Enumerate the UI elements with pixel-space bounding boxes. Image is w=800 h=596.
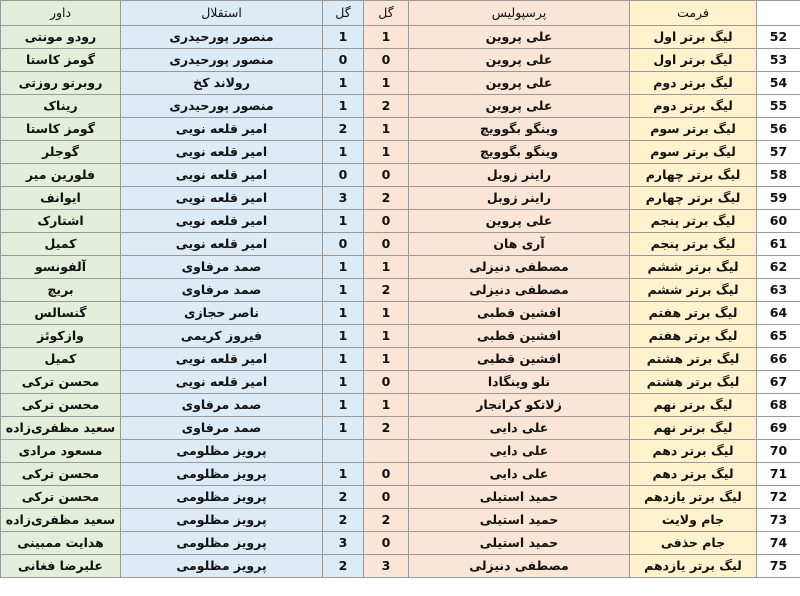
cell-esteghlal: صمد مرفاوی (121, 279, 323, 302)
header-format: فرمت (630, 1, 757, 26)
cell-goals-persepolis: 1 (364, 141, 409, 164)
cell-number: 53 (757, 49, 800, 72)
table-row (1, 394, 800, 417)
cell-persepolis: نلو وینگادا (409, 371, 630, 394)
cell-persepolis: حمید استیلی (409, 509, 630, 532)
cell-goals-persepolis: 0 (364, 532, 409, 555)
cell-format: لیگ برتر ششم (630, 279, 757, 302)
cell-number: 64 (757, 302, 800, 325)
cell-goals-esteghlal: 3 (323, 532, 364, 555)
cell-goals-persepolis: 1 (364, 72, 409, 95)
table-row (1, 49, 800, 72)
cell-goals-esteghlal: 2 (323, 118, 364, 141)
cell-number: 56 (757, 118, 800, 141)
cell-goals-esteghlal: 1 (323, 371, 364, 394)
cell-goals-esteghlal: 2 (323, 486, 364, 509)
table-row (1, 348, 800, 371)
cell-format: لیگ برتر اول (630, 49, 757, 72)
cell-goals-esteghlal: 1 (323, 210, 364, 233)
cell-persepolis: راینر زوبل (409, 187, 630, 210)
cell-number: 66 (757, 348, 800, 371)
cell-format: لیگ برتر دوم (630, 72, 757, 95)
cell-esteghlal: امیر قلعه نویی (121, 187, 323, 210)
cell-referee: سعید مظفری‌زاده (1, 417, 121, 440)
cell-goals-persepolis: 1 (364, 256, 409, 279)
cell-goals-persepolis (364, 440, 409, 463)
table-row (1, 325, 800, 348)
cell-number: 61 (757, 233, 800, 256)
cell-referee: ریناک (1, 95, 121, 118)
cell-esteghlal: منصور پورحیدری (121, 26, 323, 49)
cell-persepolis: آری هان (409, 233, 630, 256)
cell-referee: گومز کاستا (1, 49, 121, 72)
cell-persepolis: افشین قطبی (409, 302, 630, 325)
header-persepolis: پرسپولیس (409, 1, 630, 26)
cell-esteghlal: صمد مرفاوی (121, 256, 323, 279)
cell-esteghlal: امیر قلعه نویی (121, 164, 323, 187)
cell-persepolis: حمید استیلی (409, 532, 630, 555)
cell-format: لیگ برتر پنجم (630, 233, 757, 256)
cell-persepolis: افشین قطبی (409, 348, 630, 371)
header-esteghlal: استقلال (121, 1, 323, 26)
cell-number: 65 (757, 325, 800, 348)
cell-referee: رودو مونتی (1, 26, 121, 49)
table-row (1, 463, 800, 486)
cell-goals-esteghlal: 1 (323, 463, 364, 486)
cell-referee: مسعود مرادی (1, 440, 121, 463)
cell-esteghlal: پرویز مظلومی (121, 486, 323, 509)
cell-number: 71 (757, 463, 800, 486)
table-row (1, 486, 800, 509)
cell-number: 72 (757, 486, 800, 509)
table-body (1, 1, 800, 578)
cell-referee: روبرتو روزتی (1, 72, 121, 95)
table-row (1, 72, 800, 95)
cell-referee: کمیل (1, 233, 121, 256)
cell-esteghlal: منصور پورحیدری (121, 49, 323, 72)
cell-goals-esteghlal: 1 (323, 279, 364, 302)
cell-goals-esteghlal: 1 (323, 72, 364, 95)
cell-referee: محسن ترکی (1, 394, 121, 417)
cell-format: لیگ برتر هفتم (630, 325, 757, 348)
table-row (1, 187, 800, 210)
cell-number: 60 (757, 210, 800, 233)
cell-format: جام حذفی (630, 532, 757, 555)
table-row (1, 417, 800, 440)
cell-goals-persepolis: 0 (364, 233, 409, 256)
cell-referee: وازکوئز (1, 325, 121, 348)
table-row (1, 141, 800, 164)
cell-number: 75 (757, 555, 800, 578)
cell-number: 55 (757, 95, 800, 118)
cell-goals-persepolis: 1 (364, 348, 409, 371)
cell-format: لیگ برتر نهم (630, 394, 757, 417)
cell-goals-esteghlal: 0 (323, 233, 364, 256)
cell-referee: فلورین میر (1, 164, 121, 187)
cell-persepolis: افشین قطبی (409, 325, 630, 348)
cell-goals-esteghlal: 1 (323, 256, 364, 279)
cell-referee: اشتارک (1, 210, 121, 233)
cell-goals-persepolis: 0 (364, 210, 409, 233)
cell-goals-persepolis: 0 (364, 463, 409, 486)
cell-goals-persepolis: 2 (364, 417, 409, 440)
cell-number: 59 (757, 187, 800, 210)
cell-goals-persepolis: 3 (364, 555, 409, 578)
cell-goals-persepolis: 0 (364, 164, 409, 187)
cell-esteghlal: منصور پورحیدری (121, 95, 323, 118)
cell-referee: آلفونسو (1, 256, 121, 279)
cell-format: لیگ برتر پنجم (630, 210, 757, 233)
cell-number: 70 (757, 440, 800, 463)
cell-goals-persepolis: 0 (364, 486, 409, 509)
cell-goals-persepolis: 2 (364, 279, 409, 302)
cell-persepolis: وینگو بگوویچ (409, 118, 630, 141)
cell-number: 57 (757, 141, 800, 164)
cell-format: جام ولایت (630, 509, 757, 532)
table-row (1, 210, 800, 233)
header-goals-persepolis: گل (364, 1, 409, 26)
cell-referee: محسن ترکی (1, 463, 121, 486)
cell-persepolis: وینگو بگوویچ (409, 141, 630, 164)
cell-format: لیگ برتر دوم (630, 95, 757, 118)
cell-number: 74 (757, 532, 800, 555)
cell-esteghlal: پرویز مظلومی (121, 532, 323, 555)
cell-goals-esteghlal: 1 (323, 141, 364, 164)
cell-persepolis: علی پروین (409, 210, 630, 233)
cell-persepolis: علی دایی (409, 463, 630, 486)
cell-esteghlal: امیر قلعه نویی (121, 141, 323, 164)
header-goals-esteghlal: گل (323, 1, 364, 26)
header-referee: داور (1, 1, 121, 26)
cell-format: لیگ برتر سوم (630, 141, 757, 164)
cell-format: لیگ برتر اول (630, 26, 757, 49)
cell-esteghlal: صمد مرفاوی (121, 417, 323, 440)
cell-persepolis: علی پروین (409, 26, 630, 49)
cell-goals-esteghlal: 1 (323, 394, 364, 417)
cell-persepolis: علی دایی (409, 417, 630, 440)
cell-esteghlal: امیر قلعه نویی (121, 348, 323, 371)
cell-referee: علیرضا فغانی (1, 555, 121, 578)
cell-format: لیگ برتر چهارم (630, 164, 757, 187)
cell-goals-esteghlal: 1 (323, 302, 364, 325)
table-row (1, 256, 800, 279)
cell-goals-persepolis: 2 (364, 95, 409, 118)
cell-referee: سعید مظفری‌زاده (1, 509, 121, 532)
cell-persepolis: مصطفی دنیزلی (409, 279, 630, 302)
cell-persepolis: حمید استیلی (409, 486, 630, 509)
cell-referee: محسن ترکی (1, 486, 121, 509)
cell-esteghlal: ناصر حجازی (121, 302, 323, 325)
cell-referee: کمیل (1, 348, 121, 371)
table-row (1, 302, 800, 325)
table-row (1, 26, 800, 49)
cell-esteghlal: امیر قلعه نویی (121, 118, 323, 141)
cell-goals-esteghlal (323, 440, 364, 463)
table-row (1, 532, 800, 555)
table-row (1, 118, 800, 141)
cell-persepolis: علی پروین (409, 95, 630, 118)
cell-goals-esteghlal: 0 (323, 164, 364, 187)
table-row (1, 371, 800, 394)
cell-persepolis: مصطفی دنیزلی (409, 555, 630, 578)
cell-goals-esteghlal: 2 (323, 555, 364, 578)
cell-esteghlal: پرویز مظلومی (121, 509, 323, 532)
cell-persepolis: زلاتکو کرانجار (409, 394, 630, 417)
cell-referee: گنسالس (1, 302, 121, 325)
cell-number: 63 (757, 279, 800, 302)
table-row (1, 95, 800, 118)
cell-format: لیگ برتر دهم (630, 463, 757, 486)
cell-format: لیگ برتر هشتم (630, 371, 757, 394)
cell-goals-persepolis: 1 (364, 325, 409, 348)
cell-format: لیگ برتر ششم (630, 256, 757, 279)
cell-esteghlal: امیر قلعه نویی (121, 210, 323, 233)
cell-persepolis: علی پروین (409, 72, 630, 95)
cell-goals-persepolis: 0 (364, 371, 409, 394)
table-row (1, 164, 800, 187)
cell-esteghlal: صمد مرفاوی (121, 394, 323, 417)
cell-referee: بریچ (1, 279, 121, 302)
cell-goals-persepolis: 2 (364, 187, 409, 210)
cell-esteghlal: پرویز مظلومی (121, 440, 323, 463)
cell-format: لیگ برتر یازدهم (630, 486, 757, 509)
cell-goals-esteghlal: 1 (323, 348, 364, 371)
cell-persepolis: علی پروین (409, 49, 630, 72)
cell-esteghlal: رولاند کخ (121, 72, 323, 95)
cell-number: 68 (757, 394, 800, 417)
table-row (1, 233, 800, 256)
table-row (1, 440, 800, 463)
cell-goals-esteghlal: 1 (323, 26, 364, 49)
cell-persepolis: علی دایی (409, 440, 630, 463)
cell-goals-persepolis: 2 (364, 509, 409, 532)
cell-esteghlal: فیروز کریمی (121, 325, 323, 348)
cell-persepolis: راینر زوبل (409, 164, 630, 187)
cell-goals-esteghlal: 0 (323, 49, 364, 72)
cell-referee: محسن ترکی (1, 371, 121, 394)
cell-format: لیگ برتر نهم (630, 417, 757, 440)
header-row (1, 1, 800, 26)
table-row (1, 555, 800, 578)
cell-number: 73 (757, 509, 800, 532)
cell-number: 58 (757, 164, 800, 187)
cell-referee: گوجلر (1, 141, 121, 164)
cell-esteghlal: پرویز مظلومی (121, 555, 323, 578)
table-row (1, 509, 800, 532)
cell-format: لیگ برتر یازدهم (630, 555, 757, 578)
cell-goals-persepolis: 1 (364, 118, 409, 141)
cell-goals-esteghlal: 3 (323, 187, 364, 210)
cell-goals-esteghlal: 1 (323, 95, 364, 118)
cell-format: لیگ برتر دهم (630, 440, 757, 463)
cell-format: لیگ برتر سوم (630, 118, 757, 141)
cell-format: لیگ برتر چهارم (630, 187, 757, 210)
cell-referee: ایوانف (1, 187, 121, 210)
cell-number: 54 (757, 72, 800, 95)
cell-esteghlal: امیر قلعه نویی (121, 371, 323, 394)
cell-esteghlal: پرویز مظلومی (121, 463, 323, 486)
cell-goals-persepolis: 1 (364, 26, 409, 49)
cell-number: 52 (757, 26, 800, 49)
cell-goals-persepolis: 1 (364, 394, 409, 417)
cell-number: 62 (757, 256, 800, 279)
cell-number: 67 (757, 371, 800, 394)
cell-format: لیگ برتر هشتم (630, 348, 757, 371)
cell-number: 69 (757, 417, 800, 440)
cell-esteghlal: امیر قلعه نویی (121, 233, 323, 256)
table-row (1, 279, 800, 302)
cell-goals-persepolis: 0 (364, 49, 409, 72)
cell-goals-esteghlal: 1 (323, 325, 364, 348)
cell-goals-esteghlal: 1 (323, 417, 364, 440)
cell-referee: هدایت ممبینی (1, 532, 121, 555)
cell-referee: گومز کاستا (1, 118, 121, 141)
header-number (757, 1, 800, 26)
cell-goals-persepolis: 1 (364, 302, 409, 325)
cell-goals-esteghlal: 2 (323, 509, 364, 532)
cell-format: لیگ برتر هفتم (630, 302, 757, 325)
cell-persepolis: مصطفی دنیزلی (409, 256, 630, 279)
